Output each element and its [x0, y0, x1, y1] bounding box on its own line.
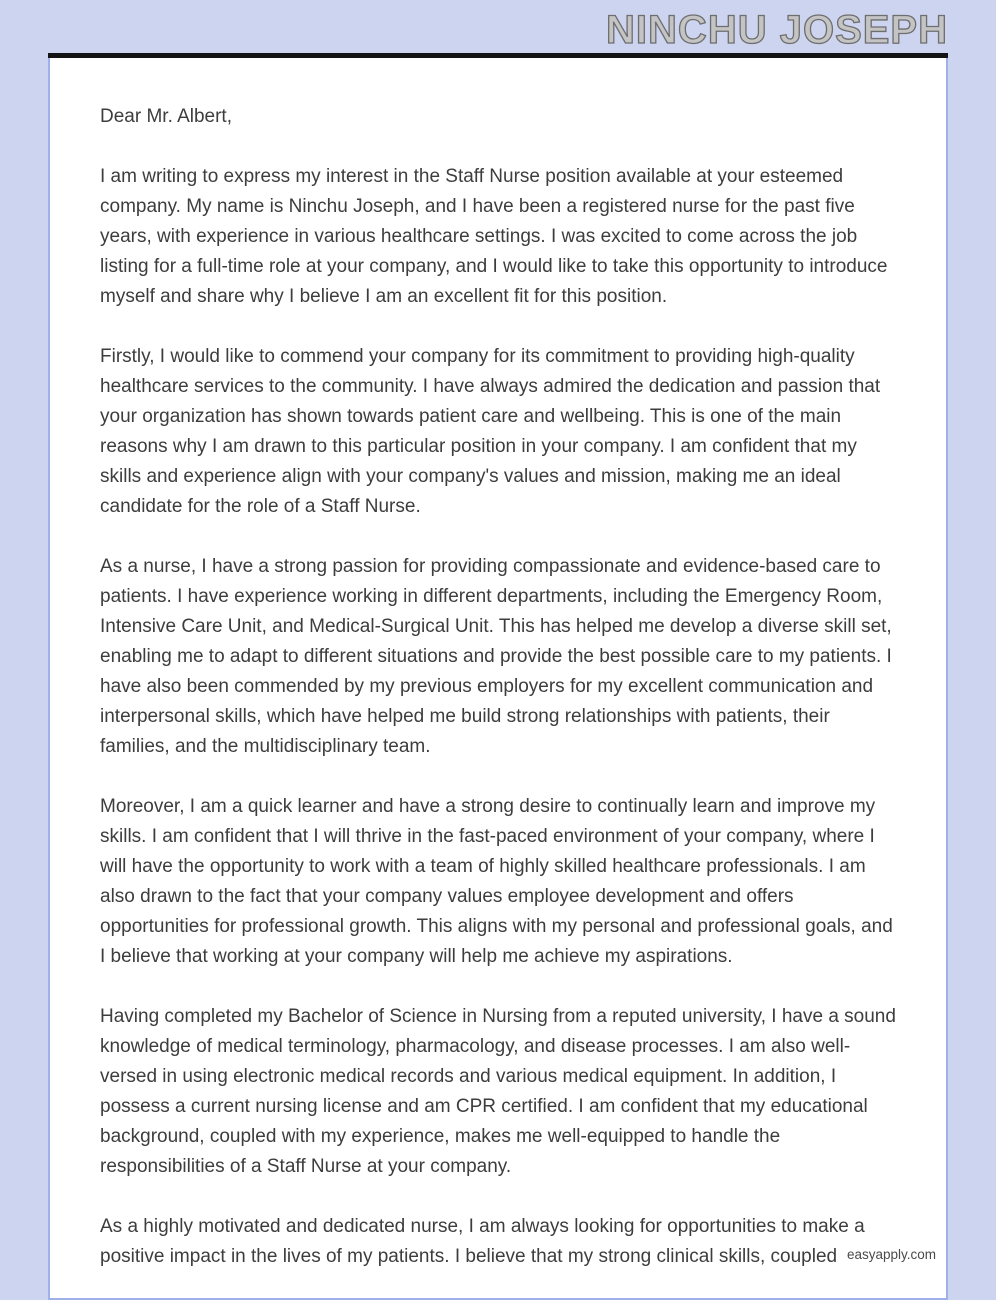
letter-paragraph: Firstly, I would like to commend your company for its commitment to providing high-quality healthcare services to the community. I have always admired the dedication and passion that your organization has shown towards patient care and wellbeing. This is one of the main reasons why I am drawn to this particular position in your company. I am confident that my skills and experience align with your company's values and mission, making me an ideal candidate for the role of a Staff Nurse.: [100, 346, 881, 517]
watermark: easyapply.com: [846, 1247, 936, 1262]
salutation: Dear Mr. Albert,: [100, 106, 232, 127]
header-name: NINCHU JOSEPH: [606, 8, 948, 52]
letter-page: [48, 58, 948, 1300]
letter-body: [50, 58, 946, 1272]
letter-paragraph: As a nurse, I have a strong passion for providing compassionate and evidence-based care to patients. I have experience working in different departments, including the Emergency Room, Intensive Care Unit, and Medical-Surgical Unit. This has helped me develop a diverse skill set, enabling me to adapt to different situations and provide the best possible care to my patients. I have also been commended by my previous employers for my excellent communication and interpersonal skills, which have helped me build strong relationships with patients, their families, and the multidisciplinary team.: [100, 556, 892, 757]
letter-paragraph: Moreover, I am a quick learner and have a strong desire to continually learn and improve my skills. I am confident that I will thrive in the fast-paced environment of your company, where I will have the opportunity to work with a team of highly skilled healthcare professionals. I am also drawn to the fact that your company values employee development and offers opportunities for professional growth. This aligns with my personal and professional goals, and I believe that working at your company will help me achieve my aspirations.: [100, 796, 893, 967]
letter-paragraph: I am writing to express my interest in the Staff Nurse position available at your esteemed company. My name is Ninchu Joseph, and I have been a registered nurse for the past five years, with experience in various healthcare settings. I was excited to come across the job listing for a full-time role at your company, and I would like to take this opportunity to introduce myself and share why I believe I am an excellent fit for this position.: [100, 166, 888, 307]
letter-paragraph: As a highly motivated and dedicated nurse, I am always looking for opportunities to make a positive impact in the lives of my patients. I believe that my strong clinical skills, coupled: [100, 1216, 865, 1267]
letter-paragraph: Having completed my Bachelor of Science in Nursing from a reputed university, I have a sound knowledge of medical terminology, pharmacology, and disease processes. I am also well-versed in using electronic medical records and various medical equipment. In addition, I possess a current nursing license and am CPR certified. I am confident that my educational background, coupled with my experience, makes me well-equipped to handle the responsibilities of a Staff Nurse at your company.: [100, 1006, 896, 1177]
